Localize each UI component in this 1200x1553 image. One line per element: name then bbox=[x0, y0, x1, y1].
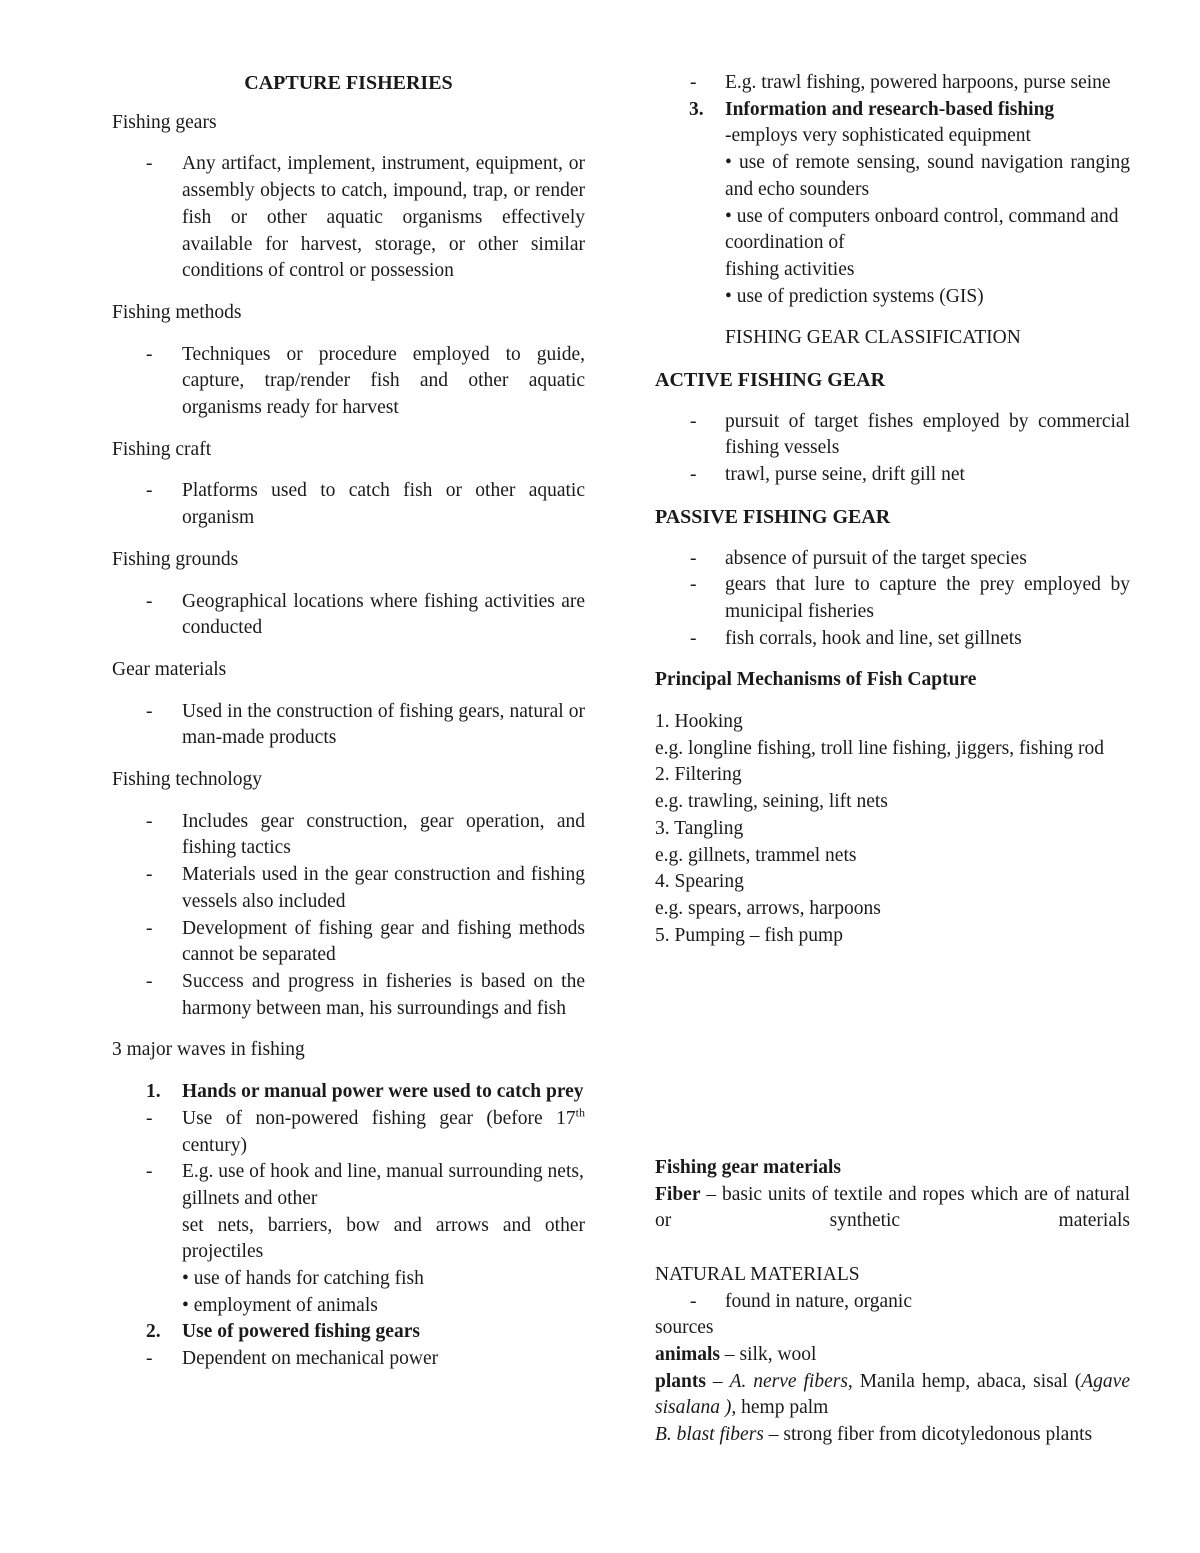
wave-1-bullet-1-end: century) bbox=[182, 1134, 247, 1156]
active-gear-heading: ACTIVE FISHING GEAR bbox=[655, 369, 886, 392]
wave-1-title-text: Hands or manual power were used to catch prey bbox=[182, 1081, 584, 1103]
passive-bullet-3: - fish corrals, hook and line, set gillnets bbox=[655, 626, 1130, 653]
blank-line bbox=[655, 1235, 1130, 1262]
bullet-gear-materials: - Used in the construction of fishing gears, natural or man-made products bbox=[112, 699, 585, 752]
wave-3-line-5: • use of prediction systems (GIS) bbox=[725, 285, 984, 307]
wave-2-title-text: Use of powered fishing gears bbox=[182, 1321, 420, 1343]
mechanisms-heading: Principal Mechanisms of Fish Capture bbox=[655, 669, 977, 691]
wave-3-title bbox=[655, 97, 1130, 124]
bullet-fishing-gears: - Any artifact, implement, instrument, equipment, or assembly objects to catch, impound, trap, or render fish or other aquatic organisms effectively available for harvest, storage, or other similar conditions of control or possession bbox=[112, 151, 585, 285]
heading-fishing-grounds: Fishing grounds bbox=[112, 548, 239, 570]
wave-3-number: 3. bbox=[689, 98, 704, 120]
bullet-fishing-grounds: - Geographical locations where fishing activities are conducted bbox=[112, 589, 585, 642]
mechanism-line-3: 2. Filtering bbox=[655, 764, 742, 786]
blast-fibers-line bbox=[655, 1422, 1130, 1449]
fiber-definition bbox=[655, 1182, 1130, 1235]
left-column bbox=[112, 70, 585, 1373]
heading-major-waves: 3 major waves in fishing bbox=[112, 1039, 305, 1061]
mechanism-line-6: e.g. gillnets, trammel nets bbox=[655, 844, 857, 866]
wave-1-bullet-1-sup: th bbox=[575, 1105, 585, 1120]
wave-1-bullet-1 bbox=[112, 1106, 585, 1159]
passive-gear-heading: PASSIVE FISHING GEAR bbox=[655, 505, 891, 528]
wave-1-bullet-2-cont: set nets, barriers, bow and arrows and other projectiles bbox=[182, 1214, 585, 1263]
bullet-fishing-technology-1: - Includes gear construction, gear operation, and fishing tactics bbox=[112, 809, 585, 862]
wave-2-bullet-2: - E.g. trawl fishing, powered harpoons, purse seine bbox=[655, 70, 1130, 97]
mechanism-line-5: 3. Tangling bbox=[655, 817, 744, 839]
blast-fibers-label: B. blast fibers bbox=[655, 1424, 764, 1446]
animals-label: animals bbox=[655, 1343, 721, 1365]
heading-fishing-methods: Fishing methods bbox=[112, 301, 242, 323]
wave-3-line-3: • use of computers onboard control, command and coordination of bbox=[725, 205, 1119, 254]
bullet-fishing-technology-4: - Success and progress in fisheries is based on the harmony between man, his surroundings and fish bbox=[112, 969, 585, 1022]
materials-heading: Fishing gear materials bbox=[655, 1157, 841, 1178]
heading-gear-materials: Gear materials bbox=[112, 658, 227, 680]
mechanism-line-1: 1. Hooking bbox=[655, 711, 743, 733]
wave-3-line-2: • use of remote sensing, sound navigation ranging and echo sounders bbox=[725, 152, 1130, 200]
wave-1-number: 1. bbox=[146, 1081, 161, 1103]
wave-1-title bbox=[112, 1079, 585, 1106]
plants-end: hemp palm bbox=[736, 1397, 829, 1419]
blast-fibers-text: – strong fiber from dicotyledonous plants bbox=[763, 1424, 1093, 1446]
wave-3-line-1: -employs very sophisticated equipment bbox=[725, 125, 1031, 147]
heading-fishing-technology: Fishing technology bbox=[112, 769, 263, 791]
wave-1-bullet-2: - E.g. use of hook and line, manual surrounding nets, gillnets and other bbox=[112, 1159, 585, 1212]
plants-nerve-fibers: A. nerve fibers, bbox=[729, 1370, 853, 1392]
fiber-label: Fiber bbox=[655, 1183, 701, 1205]
right-column bbox=[655, 70, 1130, 949]
plants-agave: Agave sisalana ), bbox=[655, 1370, 1130, 1419]
passive-bullet-2: - gears that lure to capture the prey employed by municipal fisheries bbox=[655, 572, 1130, 625]
mechanism-line-7: 4. Spearing bbox=[655, 871, 744, 893]
wave-1-dot-1: • use of hands for catching fish bbox=[182, 1268, 424, 1290]
wave-1-bullet-1-text: Use of non-powered fishing gear (before 17 bbox=[182, 1107, 576, 1129]
materials-section bbox=[655, 1155, 1130, 1449]
natural-materials-heading: NATURAL MATERIALS bbox=[655, 1263, 860, 1285]
plants-line bbox=[655, 1369, 1130, 1422]
classification-heading: FISHING GEAR CLASSIFICATION bbox=[725, 327, 1021, 349]
animals-text: – silk, wool bbox=[720, 1343, 817, 1365]
plants-dash: – bbox=[705, 1370, 730, 1392]
wave-3-title-text: Information and research-based fishing bbox=[725, 98, 1055, 120]
wave-1-dot-2: • employment of animals bbox=[182, 1294, 378, 1316]
bullet-fishing-technology-3: - Development of fishing gear and fishing methods cannot be separated bbox=[112, 916, 585, 969]
heading-fishing-craft: Fishing craft bbox=[112, 438, 212, 460]
wave-2-bullet-1: - Dependent on mechanical power bbox=[112, 1346, 585, 1373]
page-title: CAPTURE FISHERIES bbox=[244, 72, 453, 94]
plants-text: Manila hemp, abaca, sisal ( bbox=[852, 1370, 1082, 1392]
animals-line bbox=[655, 1342, 1130, 1369]
bullet-fishing-technology-2: - Materials used in the gear construction and fishing vessels also included bbox=[112, 862, 585, 915]
bullet-fishing-methods: - Techniques or procedure employed to guide, capture, trap/render fish and other aquatic organisms ready for harvest bbox=[112, 342, 585, 422]
fiber-text: – basic units of textile and ropes which are of natural or synthetic materials bbox=[655, 1183, 1130, 1232]
wave-2-number: 2. bbox=[146, 1321, 161, 1343]
heading-fishing-gears: Fishing gears bbox=[112, 111, 217, 133]
plants-label: plants bbox=[655, 1370, 706, 1392]
mechanism-line-2: e.g. longline fishing, troll line fishing, jiggers, fishing rod bbox=[655, 737, 1104, 759]
bullet-fishing-craft: - Platforms used to catch fish or other aquatic organism bbox=[112, 478, 585, 531]
natural-bullet-cont: sources bbox=[655, 1317, 714, 1339]
mechanism-line-8: e.g. spears, arrows, harpoons bbox=[655, 897, 881, 919]
wave-2-title bbox=[112, 1319, 585, 1346]
mechanism-line-4: e.g. trawling, seining, lift nets bbox=[655, 791, 888, 813]
mechanism-line-9: 5. Pumping – fish pump bbox=[655, 924, 843, 946]
natural-bullet: - found in nature, organic bbox=[655, 1289, 1130, 1316]
active-bullet-1: - pursuit of target fishes employed by commercial fishing vessels bbox=[655, 409, 1130, 462]
wave-3-line-4: fishing activities bbox=[725, 258, 855, 280]
passive-bullet-1: - absence of pursuit of the target species bbox=[655, 546, 1130, 573]
active-bullet-2: - trawl, purse seine, drift gill net bbox=[655, 462, 1130, 489]
